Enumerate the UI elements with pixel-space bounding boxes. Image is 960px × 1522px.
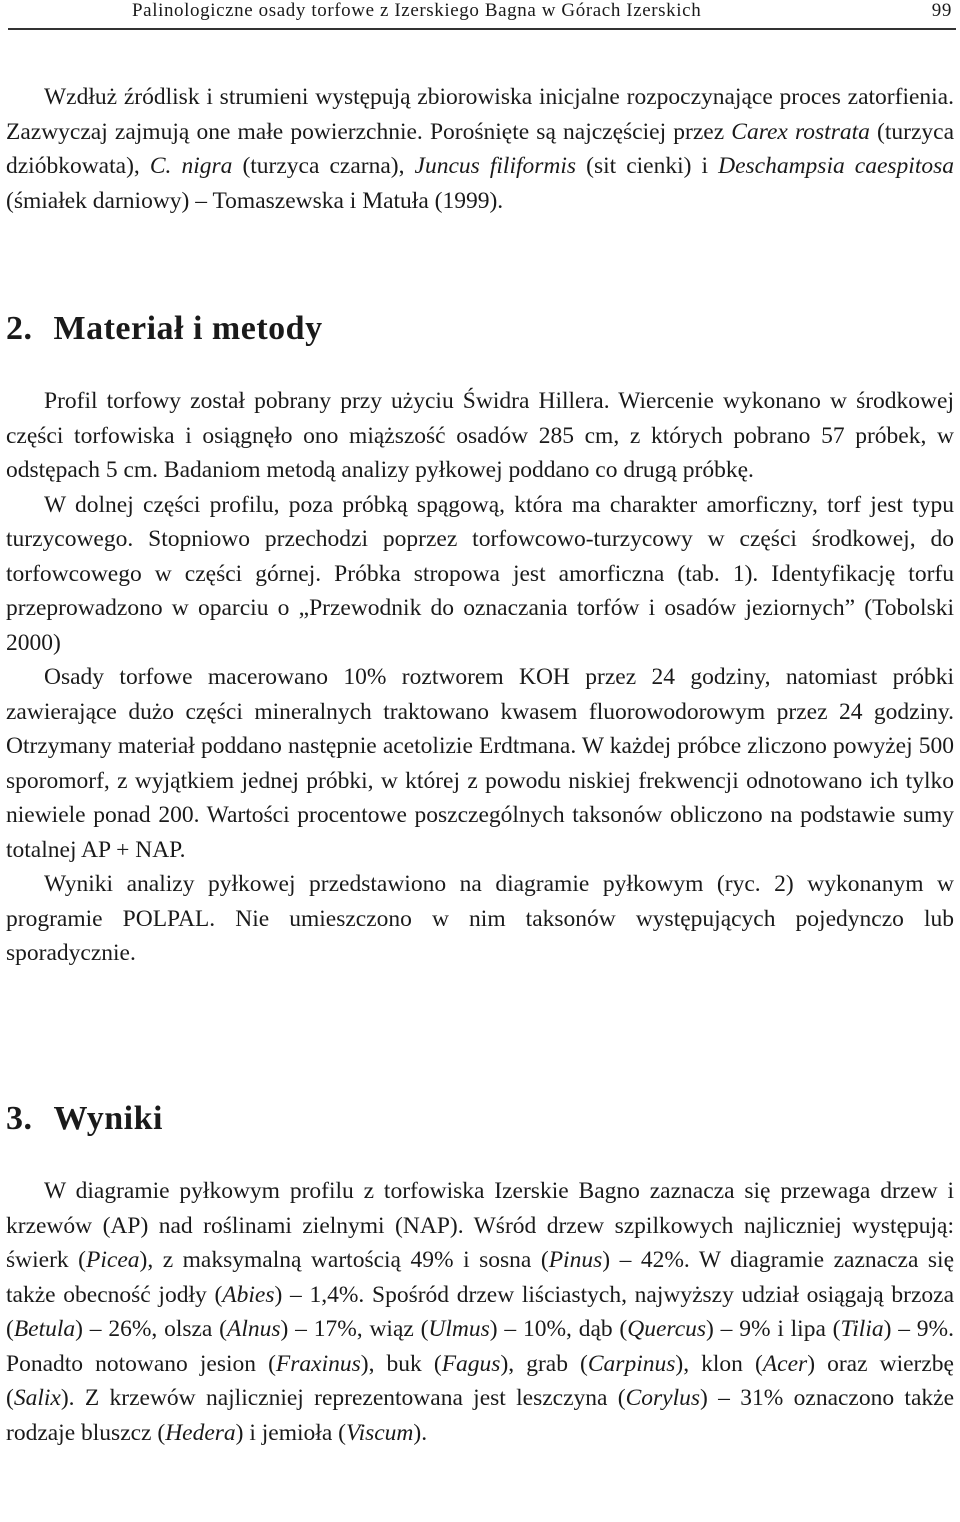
text-run: ), z maksymalną wartością 49% i sosna ( <box>139 1247 549 1273</box>
taxon-name: Quercus <box>627 1316 707 1342</box>
section-heading-3 <box>6 1100 163 1138</box>
taxon-name: Acer <box>762 1350 808 1377</box>
taxon-name: Salix <box>13 1385 61 1411</box>
page-number: 99 <box>931 0 952 21</box>
text-run: ). Z krzewów najliczniej reprezentowana jest leszczyna ( <box>60 1385 626 1411</box>
paragraph: Profil torfowy został pobrany przy użyciu Świdra Hillera. Wiercenie wykonano w środkowej części torfowiska i osiągnęło ono miąższość osadów 285 cm, z których pobrano 57 próbek, w odstępach 5 cm. Badaniom metodą analizy pyłkowej poddano co drugą próbkę. <box>6 388 954 483</box>
text-run: ) – 42%. W diagramie zaznacza się także obecność jodły ( <box>6 1247 954 1308</box>
taxon-name: Fraxinus <box>275 1350 361 1377</box>
text-run: (turzyca dzióbkowata), <box>6 118 954 179</box>
intro-paragraph-block <box>6 80 954 218</box>
taxon-name: Corylus <box>625 1385 701 1411</box>
text-run: (śmiałek darniowy) – Tomaszewska i Matuła (1999). <box>6 187 504 214</box>
taxon-name: Betula <box>13 1316 76 1342</box>
text-run: ). <box>413 1419 428 1446</box>
text-run: ) – 26%, olsza ( <box>75 1316 227 1342</box>
taxon-name: Abies <box>222 1281 275 1308</box>
taxon-name: Viscum <box>345 1419 414 1446</box>
taxon-name: Carex rostrata <box>731 118 870 145</box>
taxon-name: C. nigra <box>149 153 233 179</box>
taxon-name: Hedera <box>165 1419 236 1446</box>
taxon-name: Tilia <box>840 1316 884 1342</box>
taxon-name: Carpinus <box>587 1350 676 1377</box>
text-run: (sit cienki) i <box>576 153 719 179</box>
text-run: ) – 31% oznaczono także rodzaje bluszcz ( <box>6 1385 954 1446</box>
paragraph: Wyniki analizy pyłkowej przedstawiono na diagramie pyłkowym (ryc. 2) wykonanym w programie POLPAL. Nie umieszczono w nim taksonów występujących pojedynczo lub sporadycznie. <box>6 871 954 966</box>
text-run: ) – 9%. Ponadto notowano jesion ( <box>6 1316 954 1377</box>
section-number: 3. <box>6 1100 33 1137</box>
running-head <box>8 0 956 30</box>
section-title: Materiał i metody <box>53 310 323 347</box>
taxon-name: Juncus filiformis <box>414 153 577 179</box>
section-number: 2. <box>6 310 33 347</box>
results-paragraph <box>6 1174 954 1450</box>
paragraph: Osady torfowe macerowano 10% roztworem KOH przez 24 godziny, natomiast próbki zawierające dużo części mineralnych traktowano kwasem fluorowodorowym przez 24 godziny. Otrzymany materiał poddano następnie acetolizie Erdtmana. W każdej próbce zliczono powyżej 500 sporomorf, z wyjątkiem jednej próbki, w której z powodu niskiej frekwencji odnotowano ich tylko niewiele ponad 200. Wartości procentowe poszczególnych taksonów obliczono na podstawie sumy totalnej AP + NAP. <box>6 664 954 863</box>
text-run: ), buk ( <box>360 1350 442 1377</box>
taxon-name: Ulmus <box>428 1316 490 1342</box>
paragraph: W dolnej części profilu, poza próbką spągową, która ma charakter amorficzny, torf jest typu turzycowego. Stopniowo przechodzi poprzez torfowcowo-turzycowy w części środkowej, do torfowcowego w części górnej. Próbka stropowa jest amorficzna (tab. 1). Identyfikację torfu przeprowadzono w oparciu o „Przewodnik do oznaczania torfów i osadów jeziornych” (Tobolski 2000) <box>6 491 954 656</box>
taxon-name: Picea <box>86 1247 140 1273</box>
intro-paragraph <box>6 80 954 218</box>
taxon-name: Alnus <box>227 1316 281 1342</box>
section-2-body <box>6 384 954 971</box>
text-run: ) i jemioła ( <box>235 1419 346 1446</box>
text-run: ) – 17%, wiąz ( <box>280 1316 429 1342</box>
text-run: ), klon ( <box>675 1350 763 1377</box>
text-run: ) – 10%, dąb ( <box>489 1316 628 1342</box>
text-run: ) – 9% i lipa ( <box>706 1316 841 1342</box>
text-run: ) – 1,4%. Spośród drzew liściastych, najwyższy udział osiągają brzoza ( <box>6 1281 954 1342</box>
text-run: ) oraz wierzbę ( <box>6 1350 954 1411</box>
running-head-title: Palinologiczne osady torfowe z Izerskiego Bagna w Górach Izerskich <box>132 0 702 21</box>
section-title: Wyniki <box>53 1100 163 1137</box>
text-run: Wzdłuż źródlisk i strumieni występują zbiorowiska inicjalne rozpoczynające proces zatorfienia. Zazwyczaj zajmują one małe powierzchnie. Porośnięte są najczęściej przez <box>6 84 954 145</box>
taxon-name: Fagus <box>441 1350 501 1377</box>
text-run: ), grab ( <box>500 1350 588 1377</box>
section-heading-2 <box>6 310 323 348</box>
section-3-body <box>6 1174 954 1450</box>
text-run: W diagramie pyłkowym profilu z torfowiska Izerskie Bagno zaznacza się przewaga drzew i krzewów (AP) nad roślinami zielnymi (NAP). Wśród drzew szpilkowych najliczniej występują: świerk ( <box>6 1178 954 1273</box>
taxon-name: Pinus <box>548 1247 603 1273</box>
text-run: (turzyca czarna), <box>232 153 415 179</box>
taxon-name: Deschampsia caespitosa <box>718 153 954 179</box>
